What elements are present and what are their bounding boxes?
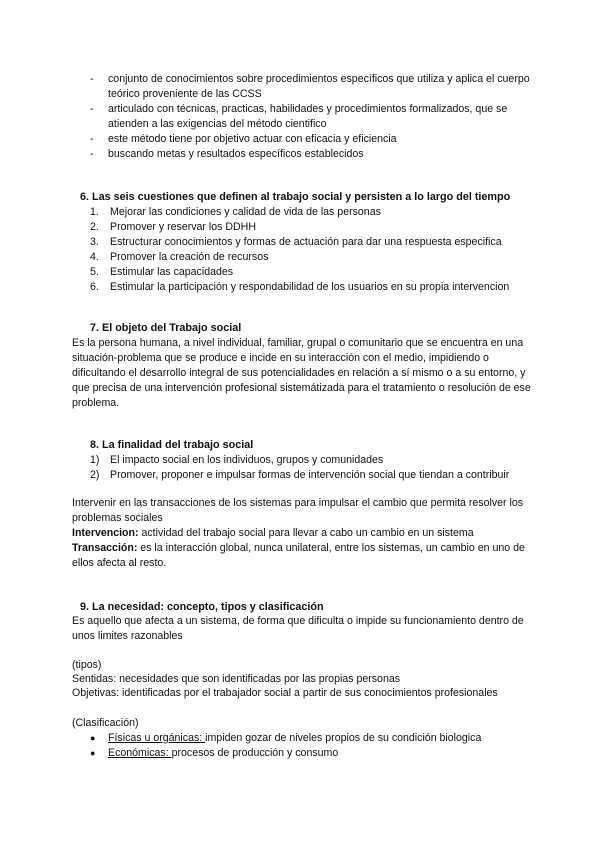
clasificacion-label: (Clasificación) [72,717,139,729]
definition-intervencion: Intervencion: actividad del trabajo social para llevar a cabo un cambio en un sistema [72,527,474,539]
list-item: ● Físicas u orgánicas: impiden gozar de niveles propios de su condición biologica [90,732,482,744]
list-item: ● Económicas: procesos de producción y consumo [90,747,339,759]
list-item: - este método tiene por objetivo actuar con eficacia y eficiencia [90,132,530,147]
list-item: - conjunto de conocimientos sobre procedimientos específicos que utiliza y aplica el cuerpo teórico proveniente de las CCSS [90,72,530,102]
list-item: 1) El impacto social en los individuos, grupos y comunidades [90,454,384,466]
list-item: 4. Promover la creación de recursos [90,251,269,263]
list-item: 2. Promover y reservar los DDHH [90,221,256,233]
section-8-heading: 8. La finalidad del trabajo social [90,439,254,451]
tipo-objetivas: Objetivas: identificadas por el trabajador social a partir de sus conocimientos profesionales [72,687,498,699]
definition-term: Intervencion: [72,527,139,539]
section-9-body: Es aquello que afecta a un sistema, de forma que dificulta o impide su funcionamiento dentro de unos limites razonables [72,615,524,642]
list-item: 3. Estructurar conocimientos y formas de actuación para dar una respuesta especifica [90,236,502,248]
list-item: 5. Estimular las capacidades [90,266,234,278]
section-9-heading: 9. La necesidad: concepto, tipos y clasificación [80,601,324,613]
section-6-list [90,205,540,295]
section-8-body: Intervenir en las transacciones de los sistemas para impulsar el cambio que permita resolver los problemas sociales [72,497,524,524]
definition-term: Transacción: [72,542,138,554]
bullet-icon: ● [90,748,96,758]
list-item: - articulado con técnicas, practicas, habilidades y procedimientos formalizados, que se atienden a las exigencias del método cientifico [90,102,530,132]
tipos-label: (tipos) [72,659,102,671]
section-7-heading: 7. El objeto del Trabajo social [90,322,242,334]
clasificacion-list [90,731,540,761]
section-6-heading: 6. Las seis cuestiones que definen al trabajo social y persisten a lo largo del tiempo [80,191,511,203]
section-7-body: Es la persona humana, a nivel individual, familiar, grupal o comunitario que se encuentra en una situación-problema que se produce e incide en su interacción con el medio, impidiendo o dificultando el desarrollo integral de sus potencialidades en relación a sí mismo o a su entorno, y que precisa de una intervención profesional sistemátizada para el tratamiento o resolución de ese problema. [72,337,531,409]
intro-dash-list [90,72,530,162]
definition-transaccion: Transacción: es la interacción global, nunca unilateral, entre los sistemas, un cambio en uno de ellos afecta al resto. [72,542,525,569]
bullet-icon: ● [90,733,96,743]
section-8-list [90,453,540,483]
list-item: 2) Promover, proponer e impulsar formas de intervención social que tiendan a contribuir [90,469,510,481]
list-item: 1. Mejorar las condiciones y calidad de vida de las personas [90,206,381,218]
tipo-sentidas: Sentidas: necesidades que son identificadas por las propias personas [72,673,401,685]
list-item: 6. Estimular la participación y respondabilidad de los usuarios en su propia intervencion [90,281,510,293]
list-item: - buscando metas y resultados específicos establecidos [90,147,530,162]
